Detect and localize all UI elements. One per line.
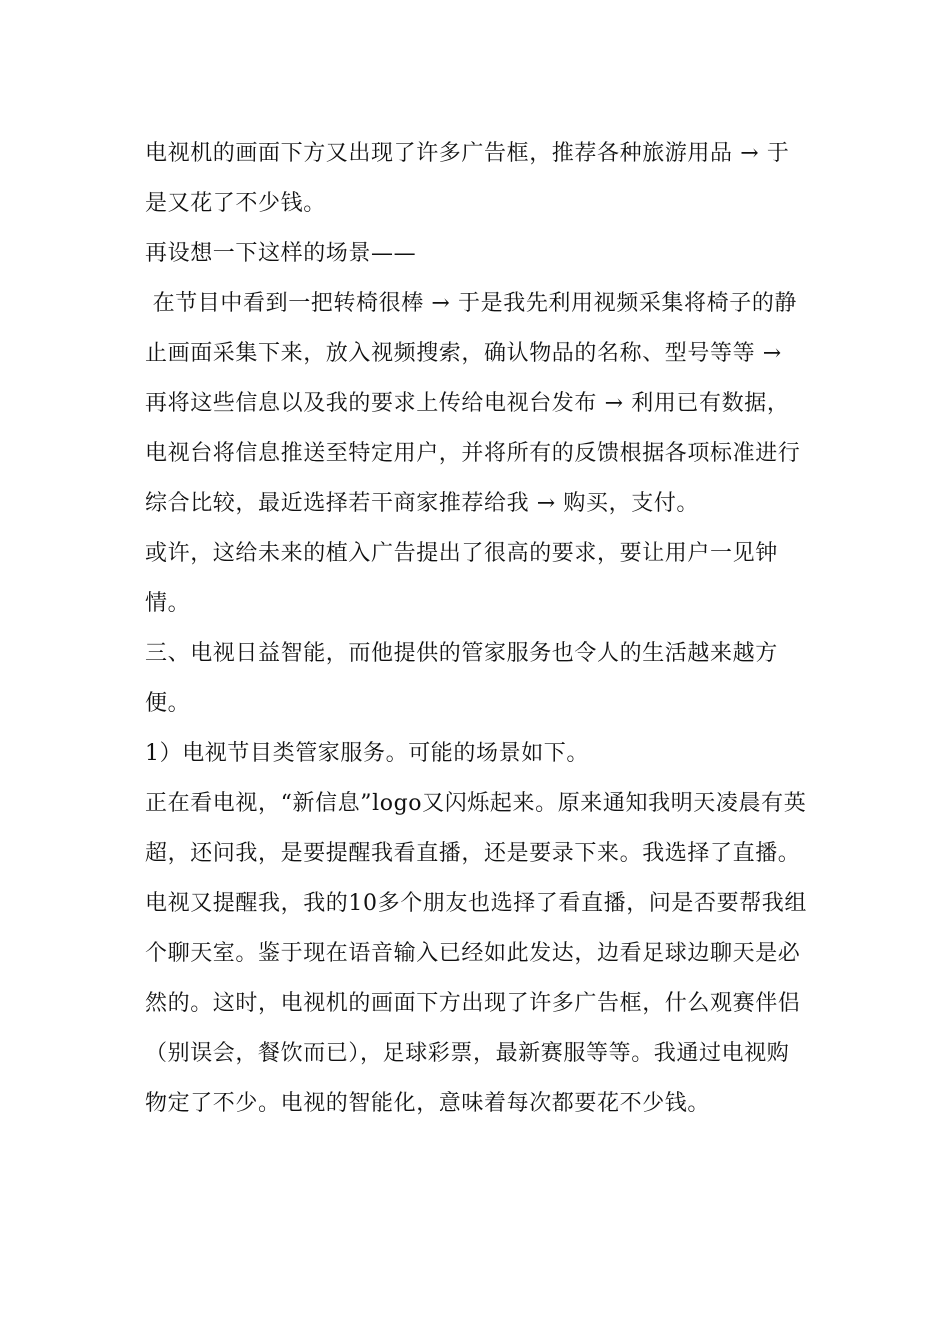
paragraph-chair-scenario: 在节目中看到一把转椅很棒 → 于是我先利用视频采集将椅子的静止画面采集下来，放入视频搜索，确认物品的名称、型号等等 → 再将这些信息以及我的要求上传给电视台发布 → 利用已有数据，电视台将信息推送至特定用户，并将所有的反馈根据各项标准进行综合比较，最近选择若干商家推荐给我 → 购买，支付。 <box>145 291 801 516</box>
document-body <box>145 129 807 1129</box>
paragraph-scenario-intro: 再设想一下这样的场景—— <box>145 241 417 266</box>
paragraph-travel-ads: 电视机的画面下方又出现了许多广告框，推荐各种旅游用品 → 于是又花了不少钱。 <box>145 141 790 216</box>
paragraph-product-placement: 或许，这给未来的植入广告提出了很高的要求，要让用户一见钟情。 <box>145 541 778 616</box>
section-heading-three: 三、电视日益智能，而他提供的管家服务也令人的生活越来越方便。 <box>145 641 778 716</box>
paragraph-premier-league-scenario: 正在看电视，“新信息”logo又闪烁起来。原来通知我明天凌晨有英超，还问我，是要提醒我看直播，还是要录下来。我选择了直播。电视又提醒我，我的10多个朋友也选择了看直播，问是否要帮我组个聊天室。鉴于现在语音输入已经如此发达，边看足球边聊天是必然的。这时，电视机的画面下方出现了许多广告框，什么观赛伴侣（别误会，餐饮而已），足球彩票，最新赛服等等。我通过电视购物定了不少。电视的智能化，意味着每次都要花不少钱。 <box>145 791 807 1116</box>
subsection-heading-1: 1）电视节目类管家服务。可能的场景如下。 <box>145 741 589 766</box>
